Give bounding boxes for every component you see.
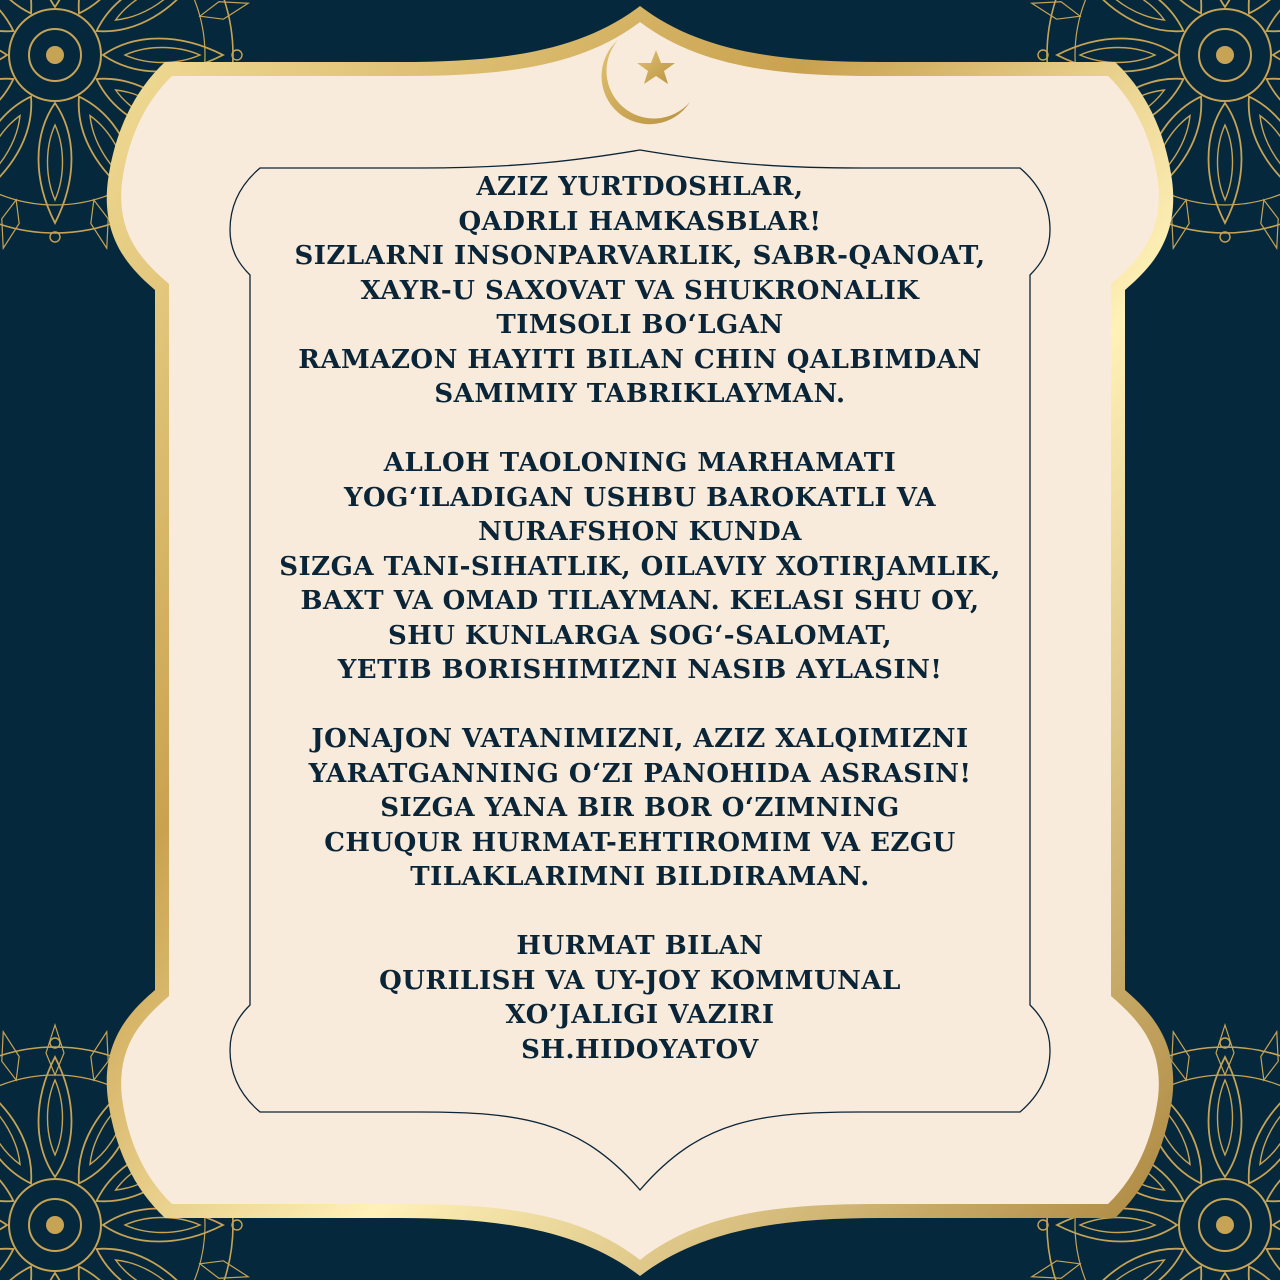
greeting-line: SAMIMIY TABRIKLAYMAN. bbox=[434, 379, 846, 409]
greeting-line: CHUQUR HURMAT-EHTIROMIM VA EZGU bbox=[324, 827, 956, 858]
paragraph-spacer bbox=[200, 895, 1080, 930]
greeting-line: TILAKLARIMNI BILDIRAMAN. bbox=[410, 862, 870, 892]
greeting-line: BAXT VA OMAD TILAYMAN. KELASI SHU OY, bbox=[300, 586, 980, 616]
greeting-line: JONAJON VATANIMIZNI, AZIZ XALQIMIZNI bbox=[311, 724, 969, 754]
greeting-line: AZIZ YURTDOSHLAR, bbox=[476, 172, 804, 202]
greeting-line: NURAFSHON KUNDA bbox=[478, 517, 802, 547]
greeting-line: HURMAT BILAN bbox=[516, 931, 764, 961]
greeting-line: QURILISH VA UY-JOY KOMMUNAL bbox=[379, 965, 901, 996]
paragraph-spacer bbox=[200, 412, 1080, 447]
greeting-line: XO’JALIGI VAZIRI bbox=[505, 1000, 775, 1030]
greeting-line: RAMAZON HAYITI BILAN CHIN QALBIMDAN bbox=[298, 344, 982, 375]
greeting-line: SH.HIDOYATOV bbox=[521, 1034, 759, 1065]
greeting-line: QADRLI HAMKASBLAR! bbox=[458, 206, 822, 237]
greeting-line: SIZGA TANI-SIHATLIK, OILAVIY XOTIRJAMLIK, bbox=[279, 551, 1001, 582]
greeting-text bbox=[200, 170, 1080, 1067]
greeting-line: SHU KUNLARGA SOG‘-SALOMAT, bbox=[387, 620, 893, 651]
greeting-line: SIZGA YANA BIR BOR O‘ZIMNING bbox=[380, 793, 900, 823]
greeting-line: ALLOH TAOLONING MARHAMATI bbox=[383, 448, 897, 478]
greeting-line: YOG‘ILADIGAN USHBU BAROKATLI VA bbox=[343, 482, 937, 513]
greeting-line: TIMSOLI BO‘LGAN bbox=[496, 310, 784, 340]
greeting-line: XAYR-U SAXOVAT VA SHUKRONALIK bbox=[360, 275, 920, 306]
greeting-line: YARATGANNING O‘ZI PANOHIDA ASRASIN! bbox=[308, 758, 972, 789]
greeting-line: SIZLARNI INSONPARVARLIK, SABR-QANOAT, bbox=[294, 241, 986, 271]
greeting-line: YETIB BORISHIMIZNI NASIB AYLASIN! bbox=[337, 655, 943, 685]
paragraph-spacer bbox=[200, 688, 1080, 723]
